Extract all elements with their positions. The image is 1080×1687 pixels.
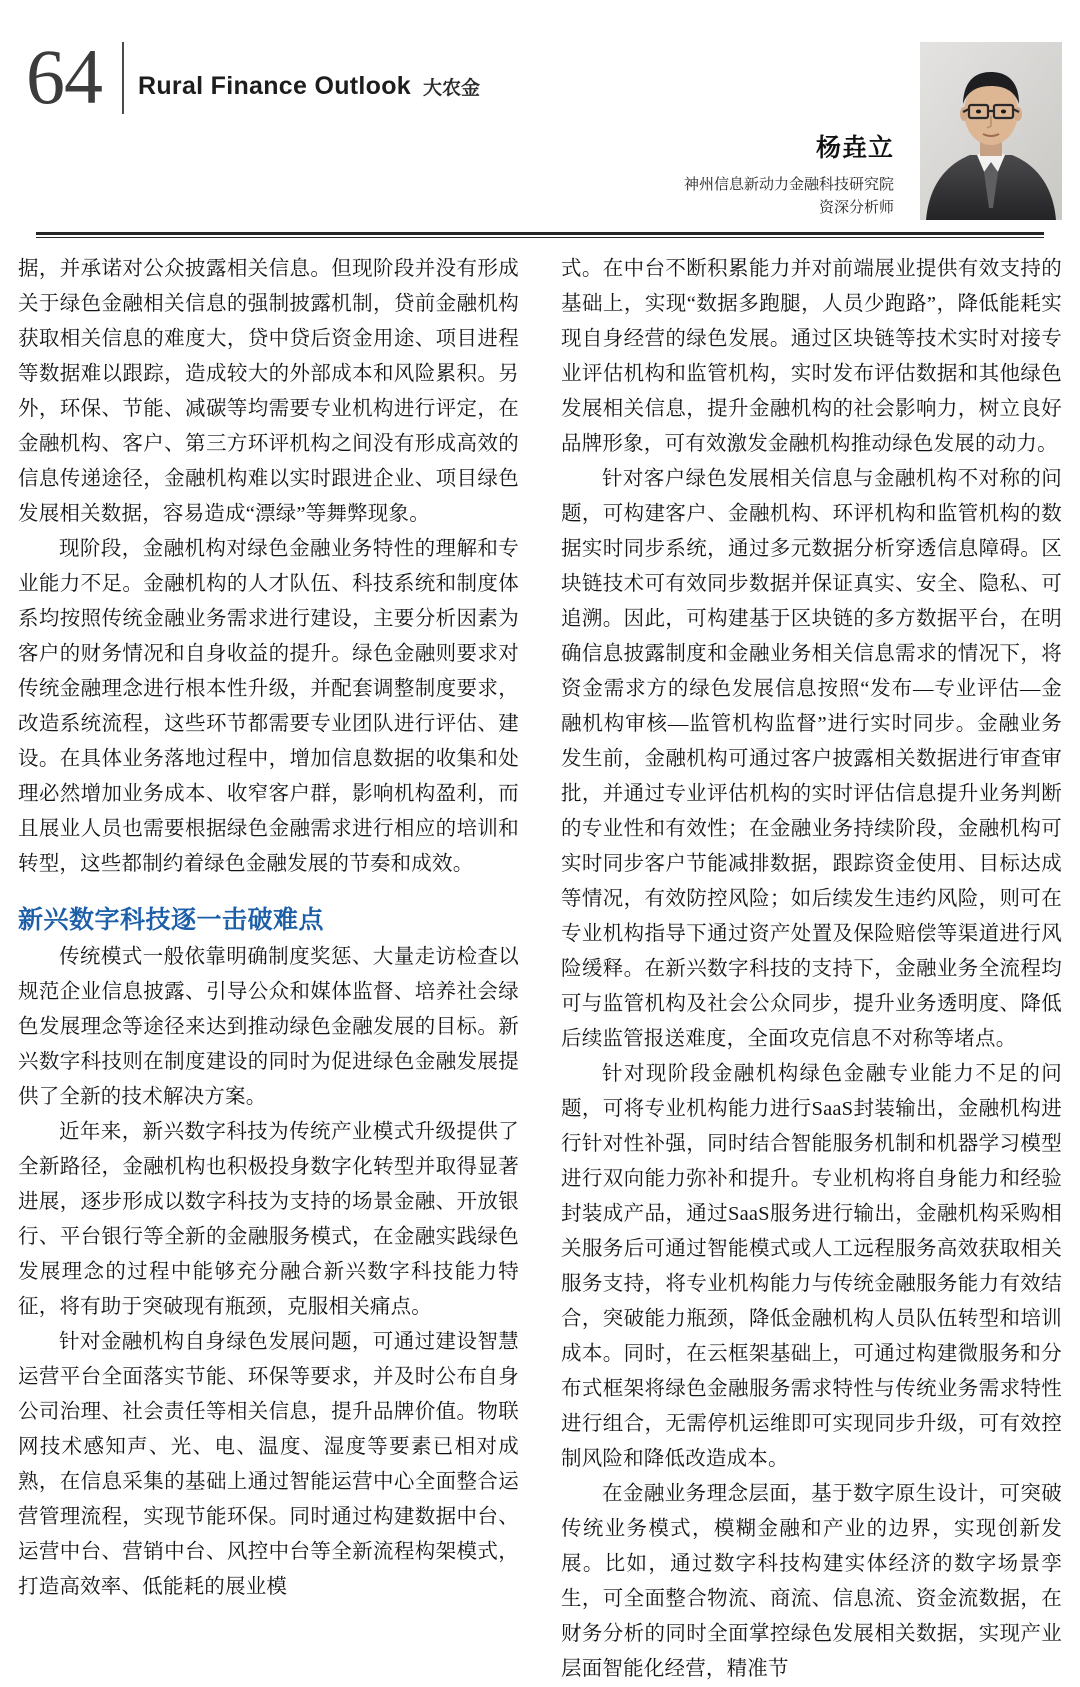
header-rule-thin xyxy=(36,237,1044,238)
paragraph: 在金融业务理念层面，基于数字原生设计，可突破传统业务模式，模糊金融和产业的边界，实现创新发展。比如，通过数字科技构建实体经济的数字场景孪生，可全面整合物流、商流、信息流、资金流数据，在财务分析的同时全面掌控绿色发展相关数据，实现产业层面智能化经营，精准节 xyxy=(561,1483,1062,1680)
portrait-photo xyxy=(920,42,1062,220)
running-head xyxy=(138,72,480,101)
author-block xyxy=(554,128,894,219)
article-body xyxy=(18,252,1062,1687)
page-number: 64 xyxy=(26,33,102,120)
page-header xyxy=(18,0,1062,216)
running-head-chinese: 大农金 xyxy=(423,78,481,99)
header-rule-thick xyxy=(36,232,1044,235)
paragraph: 针对现阶段金融机构绿色金融专业能力不足的问题，可将专业机构能力进行SaaS封装输出，金融机构进行针对性补强，同时结合智能服务机制和机器学习模型进行双向能力弥补和提升。专业机构将自身能力和经验封装成产品，通过SaaS服务进行输出，金融机构采购相关服务后可通过智能模式或人工远程服务高效获取相关服务支持，将专业机构能力与传统金融服务能力有效结合，突破能力瓶颈，降低金融机构人员队伍转型和培训成本。同时，在云框架基础上，可通过构建微服务和分布式框架将绿色金融服务需求特性与传统业务需求特性进行组合，无需停机运维即可实现同步升级，可有效控制风险和降低改造成本。 xyxy=(561,1063,1062,1470)
author-name: 杨垚立 xyxy=(815,134,894,162)
author-affiliation: 神州信息新动力金融科技研究院 xyxy=(683,176,894,193)
right-column xyxy=(561,252,1062,1687)
left-column xyxy=(18,252,519,1687)
paragraph: 式。在中台不断积累能力并对前端展业提供有效支持的基础上，实现“数据多跑腿，人员少跑路”，降低能耗实现自身经营的绿色发展。通过区块链等技术实时对接专业评估机构和监管机构，实时发布评估数据和其他绿色发展相关信息，提升金融机构的社会影响力，树立良好品牌形象，可有效激发金融机构推动绿色发展的动力。 xyxy=(561,258,1062,455)
author-title: 资深分析师 xyxy=(818,198,894,216)
paragraph: 针对客户绿色发展相关信息与金融机构不对称的问题，可构建客户、金融机构、环评机构和监管机构的数据实时同步系统，通过多元数据分析穿透信息障碍。区块链技术可有效同步数据并保证真实、安全、隐私、可追溯。因此，可构建基于区块链的多方数据平台，在明确信息披露制度和金融业务相关信息需求的情况下，将资金需求方的绿色发展信息按照“发布—专业评估—金融机构审核—监管机构监督”进行实时同步。金融业务发生前，金融机构可通过客户披露相关数据进行审查审批，并通过专业评估机构的实时评估信息提升业务判断的专业性和有效性；在金融业务持续阶段，金融机构可实时同步客户节能减排数据，跟踪资金使用、目标达成等情况，有效防控风险；如后续发生违约风险，则可在专业机构指导下通过资产处置及保险赔偿等渠道进行风险缓释。在新兴数字科技的支持下，金融业务全流程均可与监管机构及社会公众同步，提升业务透明度、降低后续监管报送难度，全面攻克信息不对称等堵点。 xyxy=(561,468,1062,1050)
running-head-english: Rural Finance Outlook xyxy=(138,72,411,100)
folio-divider xyxy=(122,42,124,114)
section-heading: 新兴数字科技逐一击破难点 xyxy=(18,906,325,934)
paragraph: 现阶段，金融机构对绿色金融业务特性的理解和专业能力不足。金融机构的人才队伍、科技系统和制度体系均按照传统金融业务需求进行建设，主要分析因素为客户的财务情况和自身收益的提升。绿色金融则要求对传统金融理念进行根本性升级，并配套调整制度要求，改造系统流程，这些环节都需要专业团队进行评估、建设。在具体业务落地过程中，增加信息数据的收集和处理必然增加业务成本、收窄客户群，影响机构盈利，而且展业人员也需要根据绿色金融需求进行相应的培训和转型，这些都制约着绿色金融发展的节奏和成效。 xyxy=(18,538,519,875)
paragraph: 传统模式一般依靠明确制度奖惩、大量走访检查以规范企业信息披露、引导公众和媒体监督、培养社会绿色发展理念等途径来达到推动绿色金融发展的目标。新兴数字科技则在制度建设的同时为促进绿色金融发展提供了全新的技术解决方案。 xyxy=(18,946,519,1108)
paragraph: 针对金融机构自身绿色发展问题，可通过建设智慧运营平台全面落实节能、环保等要求，并及时公布自身公司治理、社会责任等相关信息，提升品牌价值。物联网技术感知声、光、电、温度、湿度等要素已相对成熟，在信息采集的基础上通过智能运营中心全面整合运营管理流程，实现节能环保。同时通过构建数据中台、运营中台、营销中台、风控中台等全新流程构架模式，打造高效率、低能耗的展业模 xyxy=(18,1331,519,1598)
paragraph: 近年来，新兴数字科技为传统产业模式升级提供了全新路径，金融机构也积极投身数字化转型并取得显著进展，逐步形成以数字科技为支持的场景金融、开放银行、平台银行等全新的金融服务模式，在金融实践绿色发展理念的过程中能够充分融合新兴数字科技能力特征，将有助于突破现有瓶颈，克服相关痛点。 xyxy=(18,1121,519,1318)
paragraph: 据，并承诺对公众披露相关信息。但现阶段并没有形成关于绿色金融相关信息的强制披露机制，贷前金融机构获取相关信息的难度大，贷中贷后资金用途、项目进程等数据难以跟踪，造成较大的外部成本和风险累积。另外，环保、节能、减碳等均需要专业机构进行评定，在金融机构、客户、第三方环评机构之间没有形成高效的信息传递途径，金融机构难以实时跟进企业、项目绿色发展相关数据，容易造成“漂绿”等舞弊现象。 xyxy=(18,258,519,525)
